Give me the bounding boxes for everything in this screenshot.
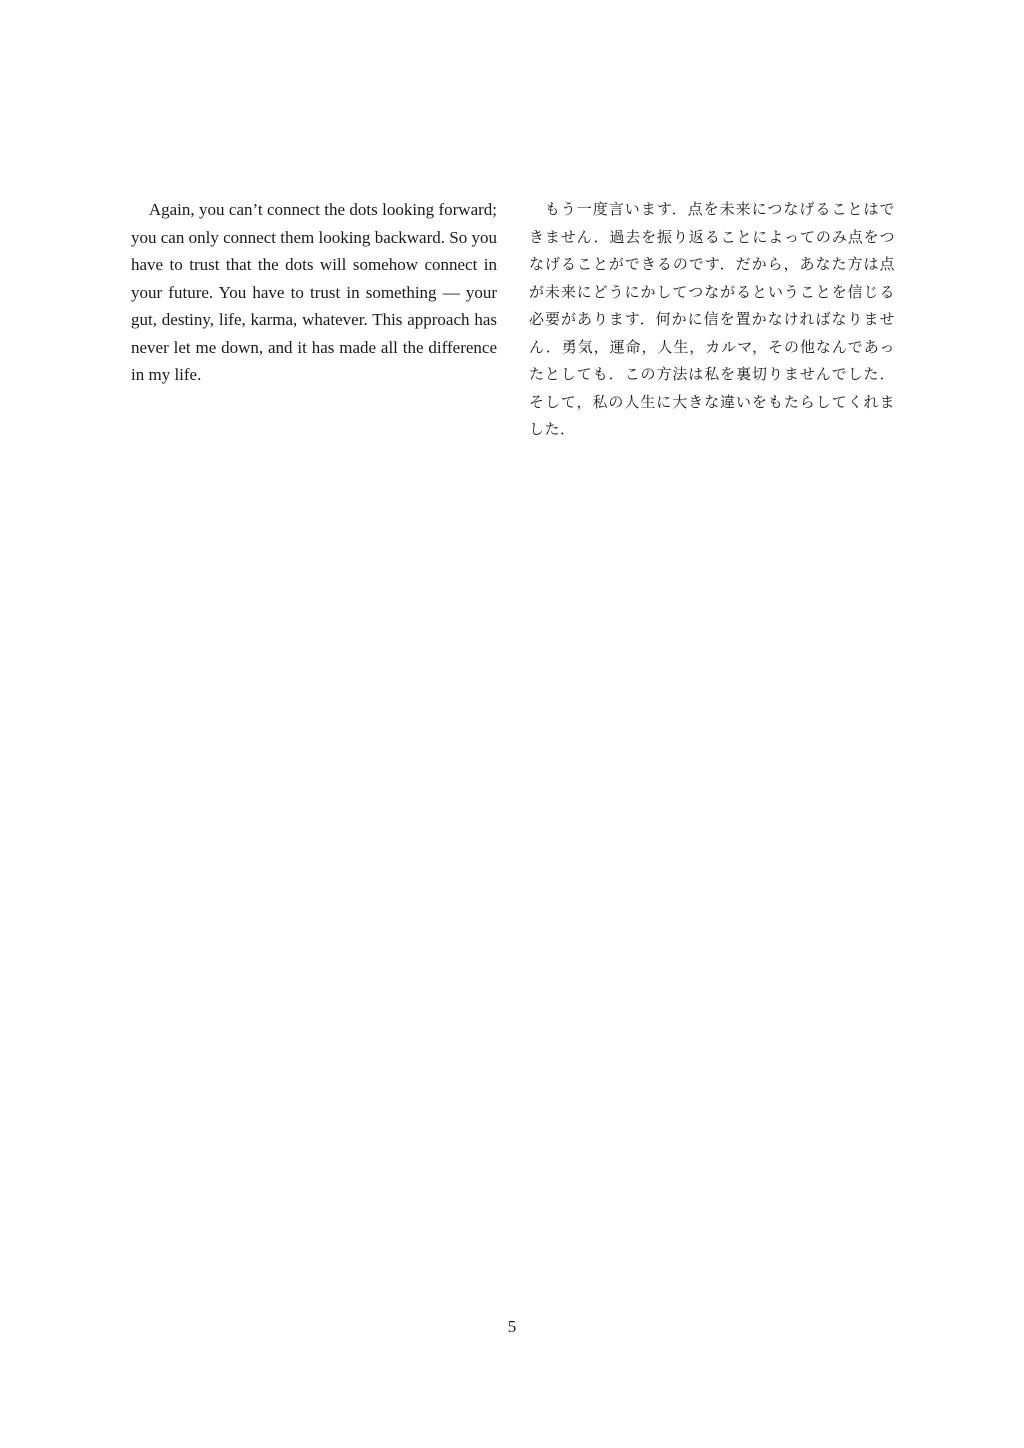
japanese-column — [529, 196, 895, 444]
english-paragraph: Again, you can’t connect the dots looking forward; you can only connect them looking backward. So you have to trust that the dots will somehow connect in your future. You have to trust in something — your gut, destiny, life, karma, whatever. This approach has never let me down, and it has made all the difference in my life. — [131, 200, 497, 384]
japanese-paragraph: もう一度言います．点を未来につなげることはできません．過去を振り返ることによってのみ点をつなげることができるのです．だから，あなた方は点が未来にどうにかしてつながるということを信じる必要があります．何かに信を置かなければなりません．勇気，運命，人生，カルマ，その他なんであったとしても．この方法は私を裏切りませんでした．そして，私の人生に大きな違いをもたらしてくれました． — [529, 200, 895, 438]
english-column — [131, 196, 497, 389]
page-number: 5 — [507, 1317, 517, 1336]
